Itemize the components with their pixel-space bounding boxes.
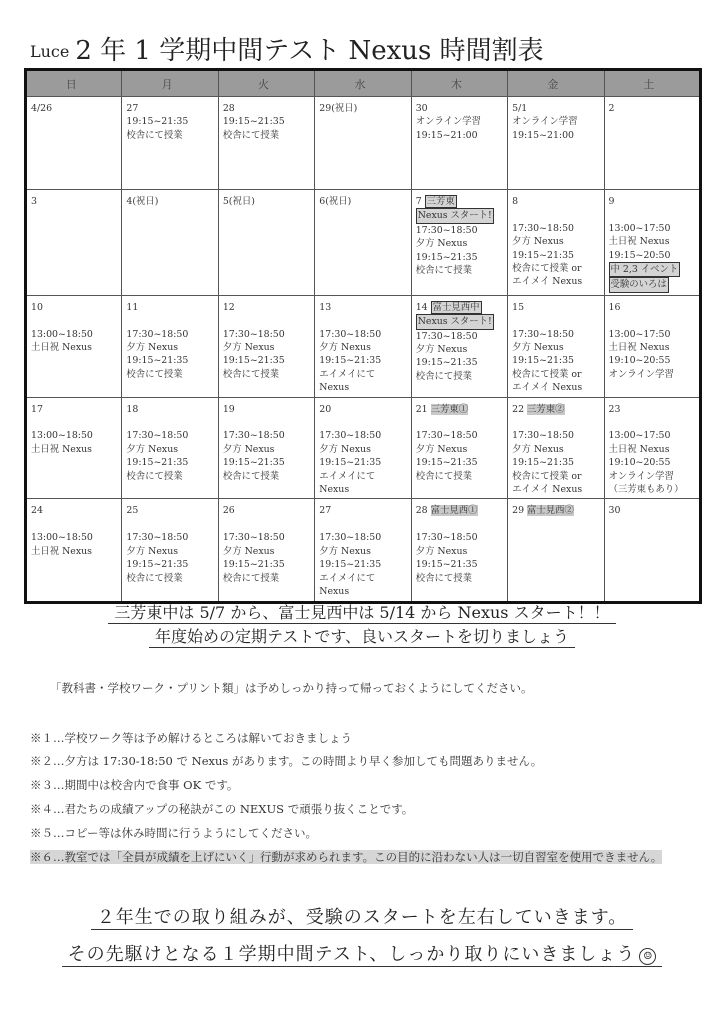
rule-6-text: ※６…教室では「全員が成績を上げにいく」行動が求められます。この目的に沿わない人は一切自習室を使用できません。 [30, 850, 663, 864]
cell-line: 19:15~21:35 [415, 559, 478, 571]
cell-line: エイメイにて [319, 470, 376, 482]
spacer [31, 314, 118, 327]
spacer [609, 208, 696, 221]
cell-line: 13:00~17:50 [608, 222, 671, 234]
cell-line: 17:30~18:50 [319, 532, 382, 544]
week-row [26, 499, 701, 603]
cell-line: 17:30~18:50 [222, 430, 285, 442]
cell-line: 校舎にて授業 [222, 470, 280, 482]
cell-line: Nexus [319, 382, 350, 394]
rule-4: ※４…君たちの成績アップの秘訣がこの NEXUS で頑張り抜くことです。 [30, 802, 414, 816]
day-cell [315, 499, 411, 603]
day-number: 28 [222, 103, 235, 114]
cell-line: 校舎にて授業 [415, 470, 472, 482]
day-cell [604, 499, 700, 603]
day-number: 25 [126, 505, 139, 517]
spacer [223, 518, 311, 531]
season-message [0, 624, 724, 647]
schedule-calendar [24, 68, 702, 604]
cell-line: エイメイ Nexus [512, 382, 583, 394]
day-number: 18 [126, 403, 139, 415]
day-number: 10 [31, 301, 43, 313]
cell-line: 校舎にて授業 or [512, 263, 582, 275]
cell-line: 19:15~21:35 [126, 116, 189, 128]
day-heading [416, 403, 504, 416]
cell-line: 17:30~18:50 [415, 430, 478, 442]
rule-2: ※２…夕方は 17:30-18:50 で Nexus があります。この時間より早く参加しても問題ありません。 [30, 754, 543, 768]
rule-3: ※３…期間中は校舎内で食事 OK です。 [30, 778, 239, 792]
closing-line-1-text: ２年生での取り組みが、受験のスタートを左右していきます。 [91, 907, 634, 930]
cell-line: オンライン学習 [512, 116, 578, 128]
day-number: 27 [126, 103, 139, 114]
cell-line: 19:15~21:35 [319, 457, 382, 469]
closing-line-2 [0, 940, 724, 966]
week-row [26, 295, 701, 397]
cell-line: 校舎にて授業 [415, 265, 472, 277]
day-heading [512, 403, 600, 416]
cell-line: 夕方 Nexus [126, 342, 179, 354]
day-cell [411, 499, 507, 603]
cell-line: 校舎にて授業 or [512, 470, 582, 482]
day-number: 3 [31, 196, 37, 207]
spacer [512, 416, 600, 429]
day-cell [315, 295, 411, 397]
cell-line: Nexus スタート! [416, 314, 494, 329]
spacer [609, 314, 696, 327]
spacer [126, 416, 214, 429]
spacer [609, 416, 696, 429]
cell-line: 夕方 Nexus [319, 443, 371, 455]
day-cell [411, 295, 507, 397]
weekday-3: 水 [315, 70, 411, 97]
day-cell [26, 295, 122, 397]
brand-name: Luce [30, 42, 70, 61]
cell-line: 19:15~21:35 [415, 251, 478, 263]
cell-line: 17:30~18:50 [512, 328, 574, 340]
day-number: 5/1 [512, 103, 528, 114]
spacer [223, 416, 311, 429]
week-row [26, 397, 701, 499]
day-number: 21 [415, 403, 428, 415]
closing-line-2-text: その先駆けとなる１学期中間テスト、しっかり取りにいきましょう [67, 944, 636, 965]
day-cell [508, 97, 604, 190]
cell-line: エイメイにて [319, 572, 376, 584]
cell-line: 夕方 Nexus [415, 443, 468, 455]
day-number: 16 [608, 301, 621, 313]
day-number: 15 [512, 301, 525, 313]
weekday-5: 金 [508, 70, 604, 97]
cell-line: 校舎にて授業 [415, 370, 472, 382]
day-cell [411, 397, 507, 499]
day-number: 12 [222, 301, 235, 313]
day-cell [218, 97, 314, 190]
day-cell [411, 190, 507, 296]
spacer [223, 314, 311, 327]
school-tag: 富士見西② [527, 505, 574, 517]
closing-line-1 [0, 903, 724, 929]
cell-line: 19:15~21:35 [512, 457, 574, 469]
cell-line: 19:15~21:35 [512, 355, 574, 367]
spacer [512, 208, 600, 221]
day-number: 13 [319, 301, 332, 313]
cell-line: 17:30~18:50 [222, 532, 285, 544]
cell-line: 13:00~17:50 [608, 328, 671, 340]
rule-6 [30, 846, 694, 868]
day-cell [411, 97, 507, 190]
cell-line: エイメイ Nexus [512, 484, 583, 496]
cell-line: 校舎にて授業 [222, 129, 280, 141]
school-tag: 富士見西中 [432, 301, 480, 313]
spacer [126, 518, 214, 531]
day-number: 30 [608, 505, 621, 517]
day-number: 30 [415, 103, 428, 114]
cell-line: 19:15~21:35 [512, 249, 574, 261]
day-cell [604, 397, 700, 499]
weekday-1: 月 [122, 70, 218, 97]
cell-line: 19:15~21:00 [415, 129, 478, 141]
school-tag: 富士見西① [430, 505, 478, 517]
calendar-body [26, 97, 701, 603]
cell-line: 夕方 Nexus [415, 238, 468, 250]
cell-line: 夕方 Nexus [222, 443, 275, 455]
day-cell [508, 499, 604, 603]
day-number: 2 [608, 103, 615, 114]
cell-line: 19:15~20:50 [608, 249, 671, 261]
day-cell [508, 295, 604, 397]
day-cell [604, 97, 700, 190]
cell-line: 17:30~18:50 [126, 430, 189, 442]
cell-line: 夕方 Nexus [126, 443, 179, 455]
day-cell [218, 499, 314, 603]
weekday-2: 火 [218, 70, 314, 97]
cell-line: Nexus [319, 585, 350, 597]
day-cell [26, 499, 122, 603]
day-number: 4(祝日) [126, 196, 159, 207]
cell-line: 土日祝 Nexus [31, 443, 92, 455]
cell-line: 19:15~21:35 [126, 457, 189, 469]
day-number: 28 [415, 505, 428, 517]
spacer [416, 416, 504, 429]
rule-5: ※５…コピー等は休み時間に行うようにしてください。 [30, 826, 318, 840]
spacer [31, 518, 118, 531]
weekday-4: 木 [411, 70, 507, 97]
day-cell [26, 97, 122, 190]
cell-line: エイメイ Nexus [512, 276, 583, 288]
cell-line: 夕方 Nexus [415, 545, 468, 557]
day-number: 14 [415, 301, 428, 313]
cell-line: 17:30~18:50 [126, 532, 189, 544]
day-cell [122, 499, 218, 603]
day-cell [604, 190, 700, 296]
cell-line: 校舎にて授業 [222, 368, 280, 380]
cell-line: 19:15~21:35 [415, 457, 478, 469]
day-number: 4/26 [31, 103, 53, 114]
cell-line: （三芳東もあり） [608, 484, 684, 496]
cell-line: 19:15~21:35 [126, 355, 189, 367]
cell-line: 19:15~21:35 [415, 357, 478, 369]
title-text: 2 年 1 学期中間テスト Nexus 時間割表 [75, 36, 544, 66]
cell-line: 校舎にて授業 or [512, 368, 582, 380]
cell-line: 17:30~18:50 [319, 430, 382, 442]
weekday-6: 土 [604, 70, 700, 97]
day-cell [122, 97, 218, 190]
cell-line: 校舎にて授業 [126, 470, 183, 482]
cell-line: 19:15~21:00 [512, 129, 574, 141]
day-number: 6(祝日) [319, 196, 352, 207]
day-cell [26, 190, 122, 296]
cell-line: 土日祝 Nexus [31, 342, 92, 354]
cell-line: 受験のいろは [609, 277, 669, 292]
day-number: 29(祝日) [319, 103, 358, 114]
week-row [26, 97, 701, 190]
day-number: 22 [512, 403, 525, 415]
day-cell [315, 97, 411, 190]
cell-line: 13:00~17:50 [608, 430, 671, 442]
cell-line: Nexus [319, 484, 350, 496]
cell-line: 19:10~20:55 [608, 457, 671, 469]
day-number: 7 [415, 196, 422, 207]
day-heading [416, 195, 504, 208]
cell-line: 夕方 Nexus [222, 545, 275, 557]
cell-line: 夕方 Nexus [512, 342, 564, 354]
day-cell [122, 295, 218, 397]
cell-line: 校舎にて授業 [126, 368, 183, 380]
week-row [26, 190, 701, 296]
rule-1: ※１…学校ワーク等は予め解けるところは解いておきましょう [30, 731, 352, 745]
cell-line: 19:15~21:35 [319, 355, 382, 367]
cell-line: 中 2,3 イベント [609, 262, 681, 277]
day-number: 29 [512, 505, 525, 517]
day-cell [315, 397, 411, 499]
day-cell [26, 397, 122, 499]
cell-line: 19:15~21:35 [222, 355, 285, 367]
day-cell [218, 397, 314, 499]
day-number: 9 [608, 196, 615, 207]
spacer [416, 518, 504, 531]
cell-line: 校舎にて授業 [126, 572, 183, 584]
day-number: 23 [608, 403, 621, 415]
cell-line: エイメイにて [319, 368, 376, 380]
cell-line: 17:30~18:50 [415, 224, 478, 236]
cell-line: 13:00~18:50 [31, 430, 93, 442]
cell-line: 夕方 Nexus [126, 545, 179, 557]
start-announcement [0, 600, 724, 623]
day-number: 8 [512, 196, 519, 207]
cell-line: 17:30~18:50 [512, 430, 574, 442]
day-cell [604, 295, 700, 397]
season-message-text: 年度始めの定期テストです、良いスタートを切りましょう [149, 627, 575, 648]
cell-line: 夕方 Nexus [319, 545, 371, 557]
weekday-0: 日 [26, 70, 122, 97]
cell-line: 19:15~21:35 [222, 559, 285, 571]
spacer [319, 518, 407, 531]
day-cell [122, 397, 218, 499]
spacer [126, 314, 214, 327]
cell-line: 校舎にて授業 [126, 129, 183, 141]
school-tag: 三芳東① [430, 403, 469, 415]
day-number: 5(祝日) [222, 196, 255, 207]
cell-line: 17:30~18:50 [512, 222, 574, 234]
cell-line: 17:30~18:50 [415, 330, 478, 342]
cell-line: Nexus スタート! [416, 208, 494, 223]
day-number: 26 [222, 505, 235, 517]
day-heading [512, 504, 600, 517]
cell-line: オンライン学習 [415, 116, 482, 128]
page-title [30, 30, 710, 66]
day-number: 11 [126, 301, 139, 313]
cell-line: 13:00~18:50 [31, 532, 93, 544]
spacer [512, 314, 600, 327]
day-heading [416, 504, 504, 517]
cell-line: 19:15~21:35 [126, 559, 189, 571]
cell-line: オンライン学習 [608, 470, 674, 482]
cell-line: 夕方 Nexus [222, 342, 275, 354]
cell-line: 夕方 Nexus [415, 344, 468, 356]
day-number: 20 [319, 403, 332, 415]
day-cell [218, 190, 314, 296]
school-tag: 三芳東 [426, 196, 455, 207]
cell-line: 17:30~18:50 [415, 532, 478, 544]
weekday-header [26, 70, 701, 97]
day-number: 24 [31, 505, 43, 517]
day-cell [122, 190, 218, 296]
smile-face-icon: ☺ [639, 948, 656, 965]
cell-line: 土日祝 Nexus [608, 236, 670, 248]
cell-line: 土日祝 Nexus [31, 545, 92, 557]
cell-line: 19:15~21:35 [222, 116, 285, 128]
spacer [319, 416, 407, 429]
materials-notice: 「教科書・学校ワーク・プリント類」は予めしっかり持って帰っておくようにしてください。 [50, 681, 533, 695]
day-cell [508, 190, 604, 296]
cell-line: 校舎にて授業 [415, 572, 472, 584]
cell-line: 17:30~18:50 [319, 328, 382, 340]
cell-line: 17:30~18:50 [126, 328, 189, 340]
cell-line: 夕方 Nexus [512, 236, 564, 248]
cell-line: オンライン学習 [608, 368, 674, 380]
day-number: 27 [319, 505, 332, 517]
day-cell [218, 295, 314, 397]
school-tag: 三芳東② [527, 403, 565, 415]
day-heading [416, 301, 504, 314]
cell-line: 17:30~18:50 [222, 328, 285, 340]
cell-line: 夕方 Nexus [512, 443, 564, 455]
cell-line: 土日祝 Nexus [608, 443, 670, 455]
cell-line: 13:00~18:50 [31, 328, 93, 340]
cell-line: 校舎にて授業 [222, 572, 280, 584]
spacer [31, 416, 118, 429]
day-cell [508, 397, 604, 499]
cell-line: 土日祝 Nexus [608, 342, 670, 354]
spacer [319, 314, 407, 327]
day-number: 17 [31, 403, 43, 415]
day-cell [315, 190, 411, 296]
cell-line: 19:15~21:35 [319, 559, 382, 571]
day-number: 19 [222, 403, 235, 415]
start-announcement-text: 三芳東中は 5/7 から、富士見西中は 5/14 から Nexus スタート！！ [108, 603, 615, 624]
cell-line: 夕方 Nexus [319, 342, 371, 354]
cell-line: 19:15~21:35 [222, 457, 285, 469]
cell-line: 19:10~20:55 [608, 355, 671, 367]
